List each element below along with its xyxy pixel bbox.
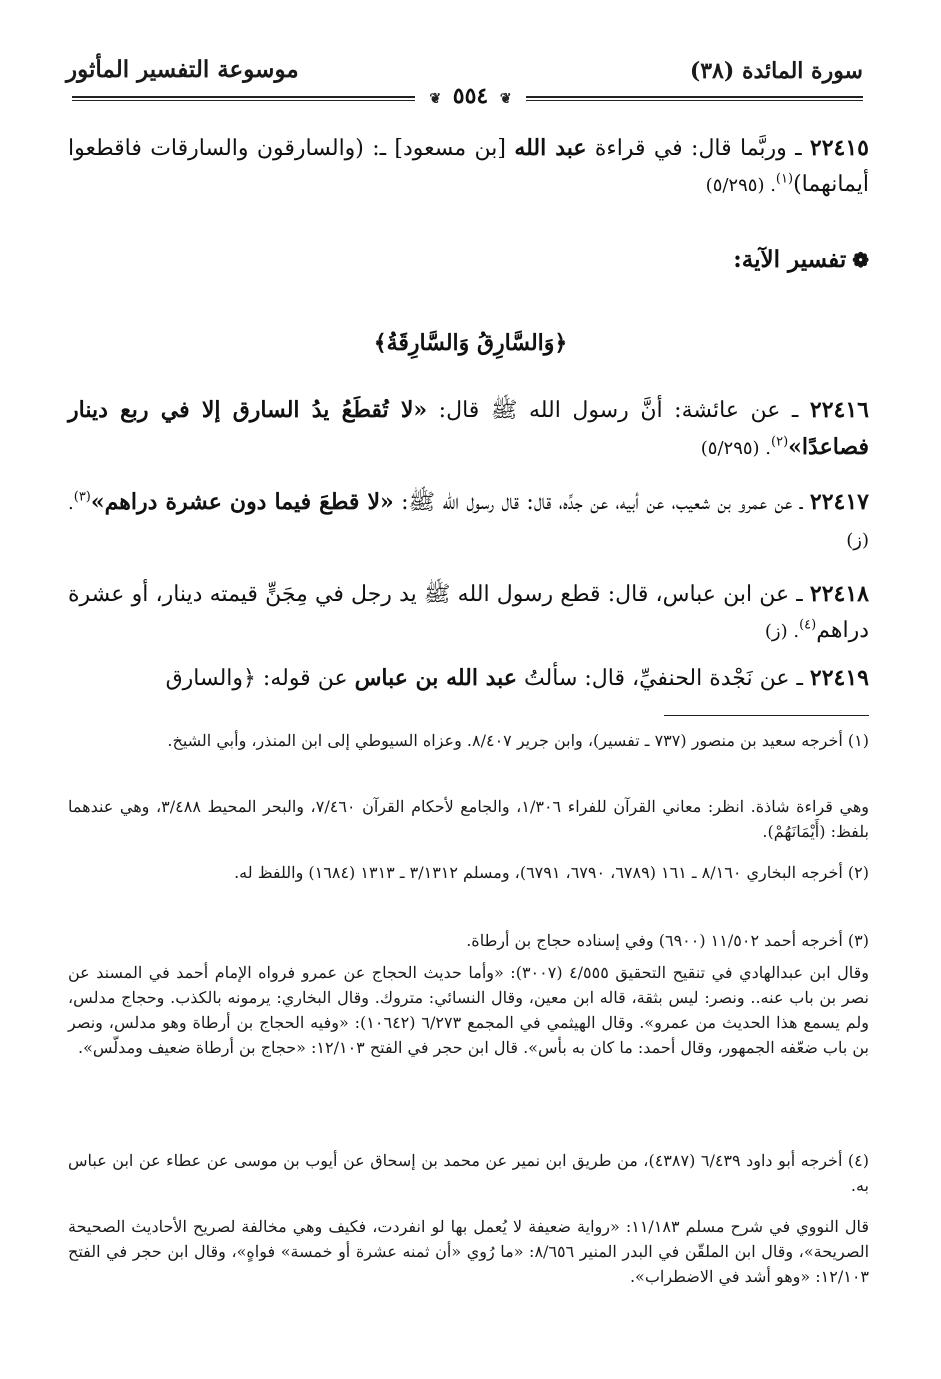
running-header-surah: سورة المائدة (٣٨): [689, 58, 863, 84]
footnote-3: (٣) أخرجه أحمد ١١/٥٠٢ (٦٩٠٠) وفي إسناده حجاج بن أرطاة.: [466, 931, 869, 950]
ornament-icon: ❦: [429, 91, 442, 107]
ornament-icon: ❦: [499, 91, 512, 107]
narration-22417: [68, 484, 869, 559]
footnote-4: (٤) أخرجه أبو داود ٦/٤٣٩ (٤٣٨٧)، من طريق ابن نمير عن محمد بن إسحاق عن أيوب بن موسى عن عطاء عن ابن عباس به.: [68, 1151, 869, 1195]
narration-text: ـ وربَّما قال: في قراءة: [586, 136, 810, 161]
volume-ref: . (٥/٢٩٥): [700, 438, 772, 459]
narration-22418: [68, 576, 869, 650]
narration-text: عن قوله: ﴿والسارق: [165, 666, 355, 691]
page-number-wrap: [0, 83, 941, 109]
narration-text: [بن مسعود] ـ: (والسارقون والسارقات فاقطعوا أيمانهما): [68, 136, 869, 197]
footnote-separator: [664, 715, 869, 716]
narration-22415: [68, 130, 869, 204]
narration-number: ٢٢٤١٩: [809, 665, 869, 691]
running-header-book-title: موسوعة التفسير المأثور: [66, 56, 299, 83]
footnote-ref[interactable]: (٤): [799, 617, 817, 633]
footnote-ref[interactable]: (٢): [771, 434, 789, 450]
hadith-text: «لا قطعَ فيما دون عشرة دراهم»: [90, 489, 394, 515]
narration-number: ٢٢٤١٦: [809, 397, 869, 423]
hadith-text: «لا تُقطَعُ يدُ السارق إلا في ربع دينار فصاعدًا»: [68, 397, 869, 460]
narrator-name: عبد الله بن عباس: [354, 665, 517, 691]
narration-number: ٢٢٤١٥: [809, 135, 869, 161]
page-number-value: ٥٥٤: [452, 83, 489, 109]
narrator-name: عبد الله: [514, 135, 587, 161]
narration-number: ٢٢٤١٨: [809, 581, 869, 607]
narration-text: ـ عن نَجْدة الحنفيِّ، قال: سألتُ: [516, 666, 810, 691]
page-number: [415, 83, 525, 109]
footnote-ref[interactable]: (٣): [73, 489, 91, 505]
quran-verse-heading: ﴿وَالسَّارِقُ وَالسَّارِقَةُ﴾: [373, 330, 568, 356]
volume-ref: . (ز): [68, 493, 869, 551]
narration-22416: [68, 392, 869, 467]
footnote-1: (١) أخرجه سعيد بن منصور (٧٣٧ ـ تفسير)، وابن جرير ٨/٤٠٧. وعزاه السيوطي إلى ابن المنذر، وأبي الشيخ.: [167, 731, 869, 750]
narration-text: ـ عن ابن عباس، قال: قطع رسول الله ﷺ يد رجل في مِجَنٍّ قيمته دينار، أو عشرة دراهم: [68, 582, 869, 643]
volume-ref: . (٥/٢٩٥): [705, 175, 776, 196]
footnote-3-note: وقال ابن عبدالهادي في تنقيح التحقيق ٤/٥٥٥ (٣٠٠٧): «وأما حديث الحجاج عن عمرو فرواه الإمام أحمد في المسند عن نصر بن باب عنه.. ونصر: ليس بثقة، قاله ابن معين، وقال النسائي: متروك. وقال البخاري: يرمونه بالكذب. وحجاج مدلس، ولم يسمع هذا الحديث من عمرو». وقال الهيثمي في المجمع ٦/٢٧٣ (١٠٦٤٢): «وفيه الحجاج بن أرطاة وهو مدلس، ونصر بن باب ضعّفه الجمهور، وقال أحمد: ما كان به بأس». قال ابن حجر في الفتح ١٢/١٠٣: «حجاج بن أرطاة ضعيف ومدلّس».: [68, 963, 870, 1057]
section-heading: [733, 246, 869, 273]
flower-icon: ❁: [852, 248, 869, 272]
narration-text: ـ عن عمرو بن شعيب، عن أبيه، عن جدِّه، قال: قال رسول الله ﷺ:: [393, 490, 810, 515]
narration-text: ـ عن عائشة: أنَّ رسول الله ﷺ قال:: [427, 398, 810, 423]
narration-22419: [68, 660, 869, 697]
section-heading-text: تفسير الآية:: [733, 246, 847, 273]
volume-ref: . (ز): [764, 621, 800, 642]
footnote-1-note: وهي قراءة شاذة. انظر: معاني القرآن للفراء ١/٣٠٦، والجامع لأحكام القرآن ٧/٤٦٠، والبحر المحيط ٣/٤٨٨، وهي عندهما بلفظ: (أَيْمَانَهُمْ).: [68, 797, 870, 841]
footnote-2: (٢) أخرجه البخاري ٨/١٦٠ ـ ١٦١ (٦٧٨٩، ٦٧٩٠، ٦٧٩١)، ومسلم ٣/١٣١٢ ـ ١٣١٣ (١٦٨٤) واللفظ له.: [234, 863, 869, 882]
footnote-ref[interactable]: (١): [775, 171, 794, 187]
narration-number: ٢٢٤١٧: [809, 489, 869, 515]
footnote-4-note: قال النووي في شرح مسلم ١١/١٨٣: «رواية ضعيفة لا يُعمل بها لو انفردت، فكيف وهي مخالفة لصريح الأحاديث الصحيحة الصريحة»، وقال ابن الملقّن في البدر المنير ٨/٦٥٦: «ما رُوي «أن ثمنه عشرة أو خمسة» فواهٍ»، وقال ابن حجر في الفتح ١٢/١٠٣: «وهو أشد في الاضطراب».: [68, 1217, 870, 1286]
